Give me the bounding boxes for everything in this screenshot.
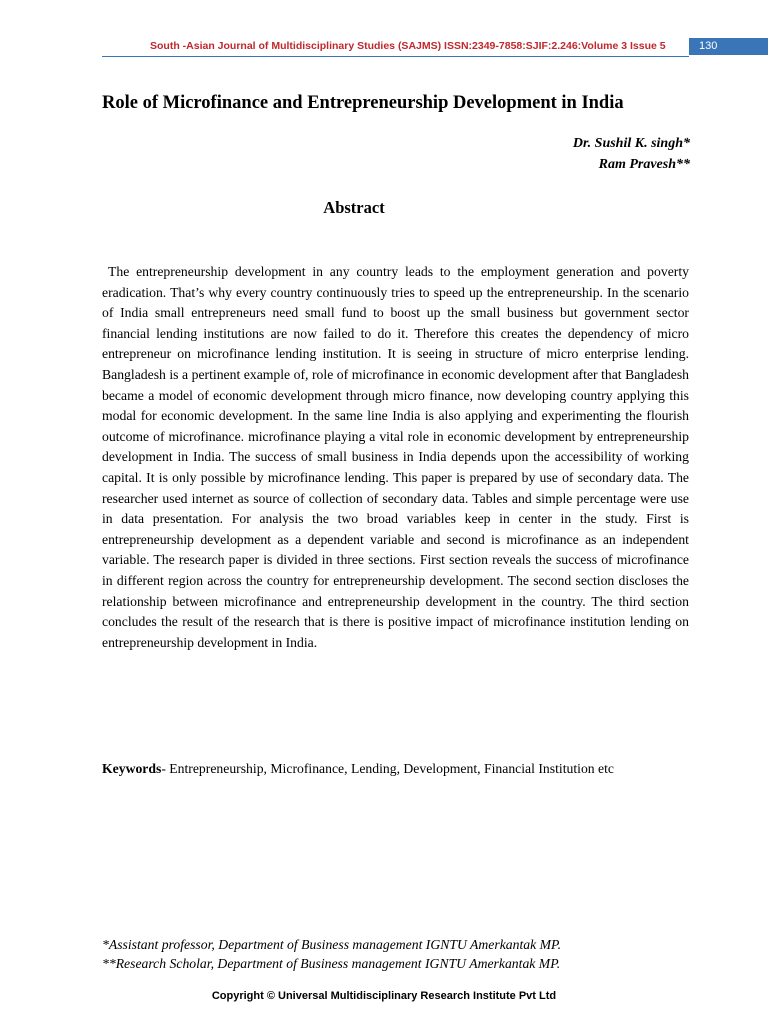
abstract-heading: Abstract xyxy=(323,198,385,217)
header-divider xyxy=(102,56,689,57)
abstract-body: The entrepreneurship development in any country leads to the employment generation and poverty eradication. That’s why every country continuously tries to speed up the entrepreneurship. In the scenario of India small entrepreneurs need small fund to boost up the small business but government sector financial lending institutions are now failed to do it. Therefore this creates the dependency of micro entrepreneur on microfinance lending institution. It is seeing in structure of micro enterprise lending. Bangladesh is a pertinent example of, role of microfinance in economic development after that Bangladesh became a model of economic development through micro finance, now developing country applying this modal for economic development. In the same line India is also applying and experimenting the flourish outcome of microfinance. microfinance playing a vital role in economic development by entrepreneurship development in India. The success of small business in India depends upon the accessibility of working capital. It is only possible by microfinance lending. This paper is prepared by use of secondary data. The researcher used internet as source of collection of secondary data. Tables and simple percentage were use in data presentation. For analysis the two broad variables keep in center in the study. First is entrepreneurship development as a dependent variable and second is microfinance as an independent variable. The research paper is divided in three sections. First section reveals the success of microfinance in different region across the country for entrepreneurship development. The second section discloses the relationship between microfinance and entrepreneurship development in the country. The third section concludes the result of the research that is there is positive impact of microfinance institution lending on entrepreneurship development in India. xyxy=(102,264,689,650)
running-header xyxy=(0,38,768,58)
author-footnotes xyxy=(102,935,702,973)
author-2: Ram Pravesh** xyxy=(598,157,690,172)
copyright-footer: Copyright © Universal Multidisciplinary Research Institute Pvt Ltd xyxy=(211,990,557,1002)
footnote-1: *Assistant professor, Department of Business management IGNTU Amerkantak MP. xyxy=(102,937,562,952)
keywords-label: Keywords xyxy=(102,761,162,776)
author-1: Dr. Sushil K. singh* xyxy=(572,136,690,151)
keywords-line xyxy=(102,761,702,777)
journal-citation: South -Asian Journal of Multidisciplinary Studies (SAJMS) ISSN:2349-7858:SJIF:2.246:Volume 3 Issue 5 xyxy=(150,40,666,52)
author-block xyxy=(573,133,690,175)
page-number-badge: 130 xyxy=(689,38,768,55)
keywords-list: - Entrepreneurship, Microfinance, Lending, Development, Financial Institution etc xyxy=(161,761,615,776)
paper-title: Role of Microfinance and Entrepreneurship Development in India xyxy=(102,93,624,113)
footnote-2: **Research Scholar, Department of Business management IGNTU Amerkantak MP. xyxy=(102,956,561,971)
